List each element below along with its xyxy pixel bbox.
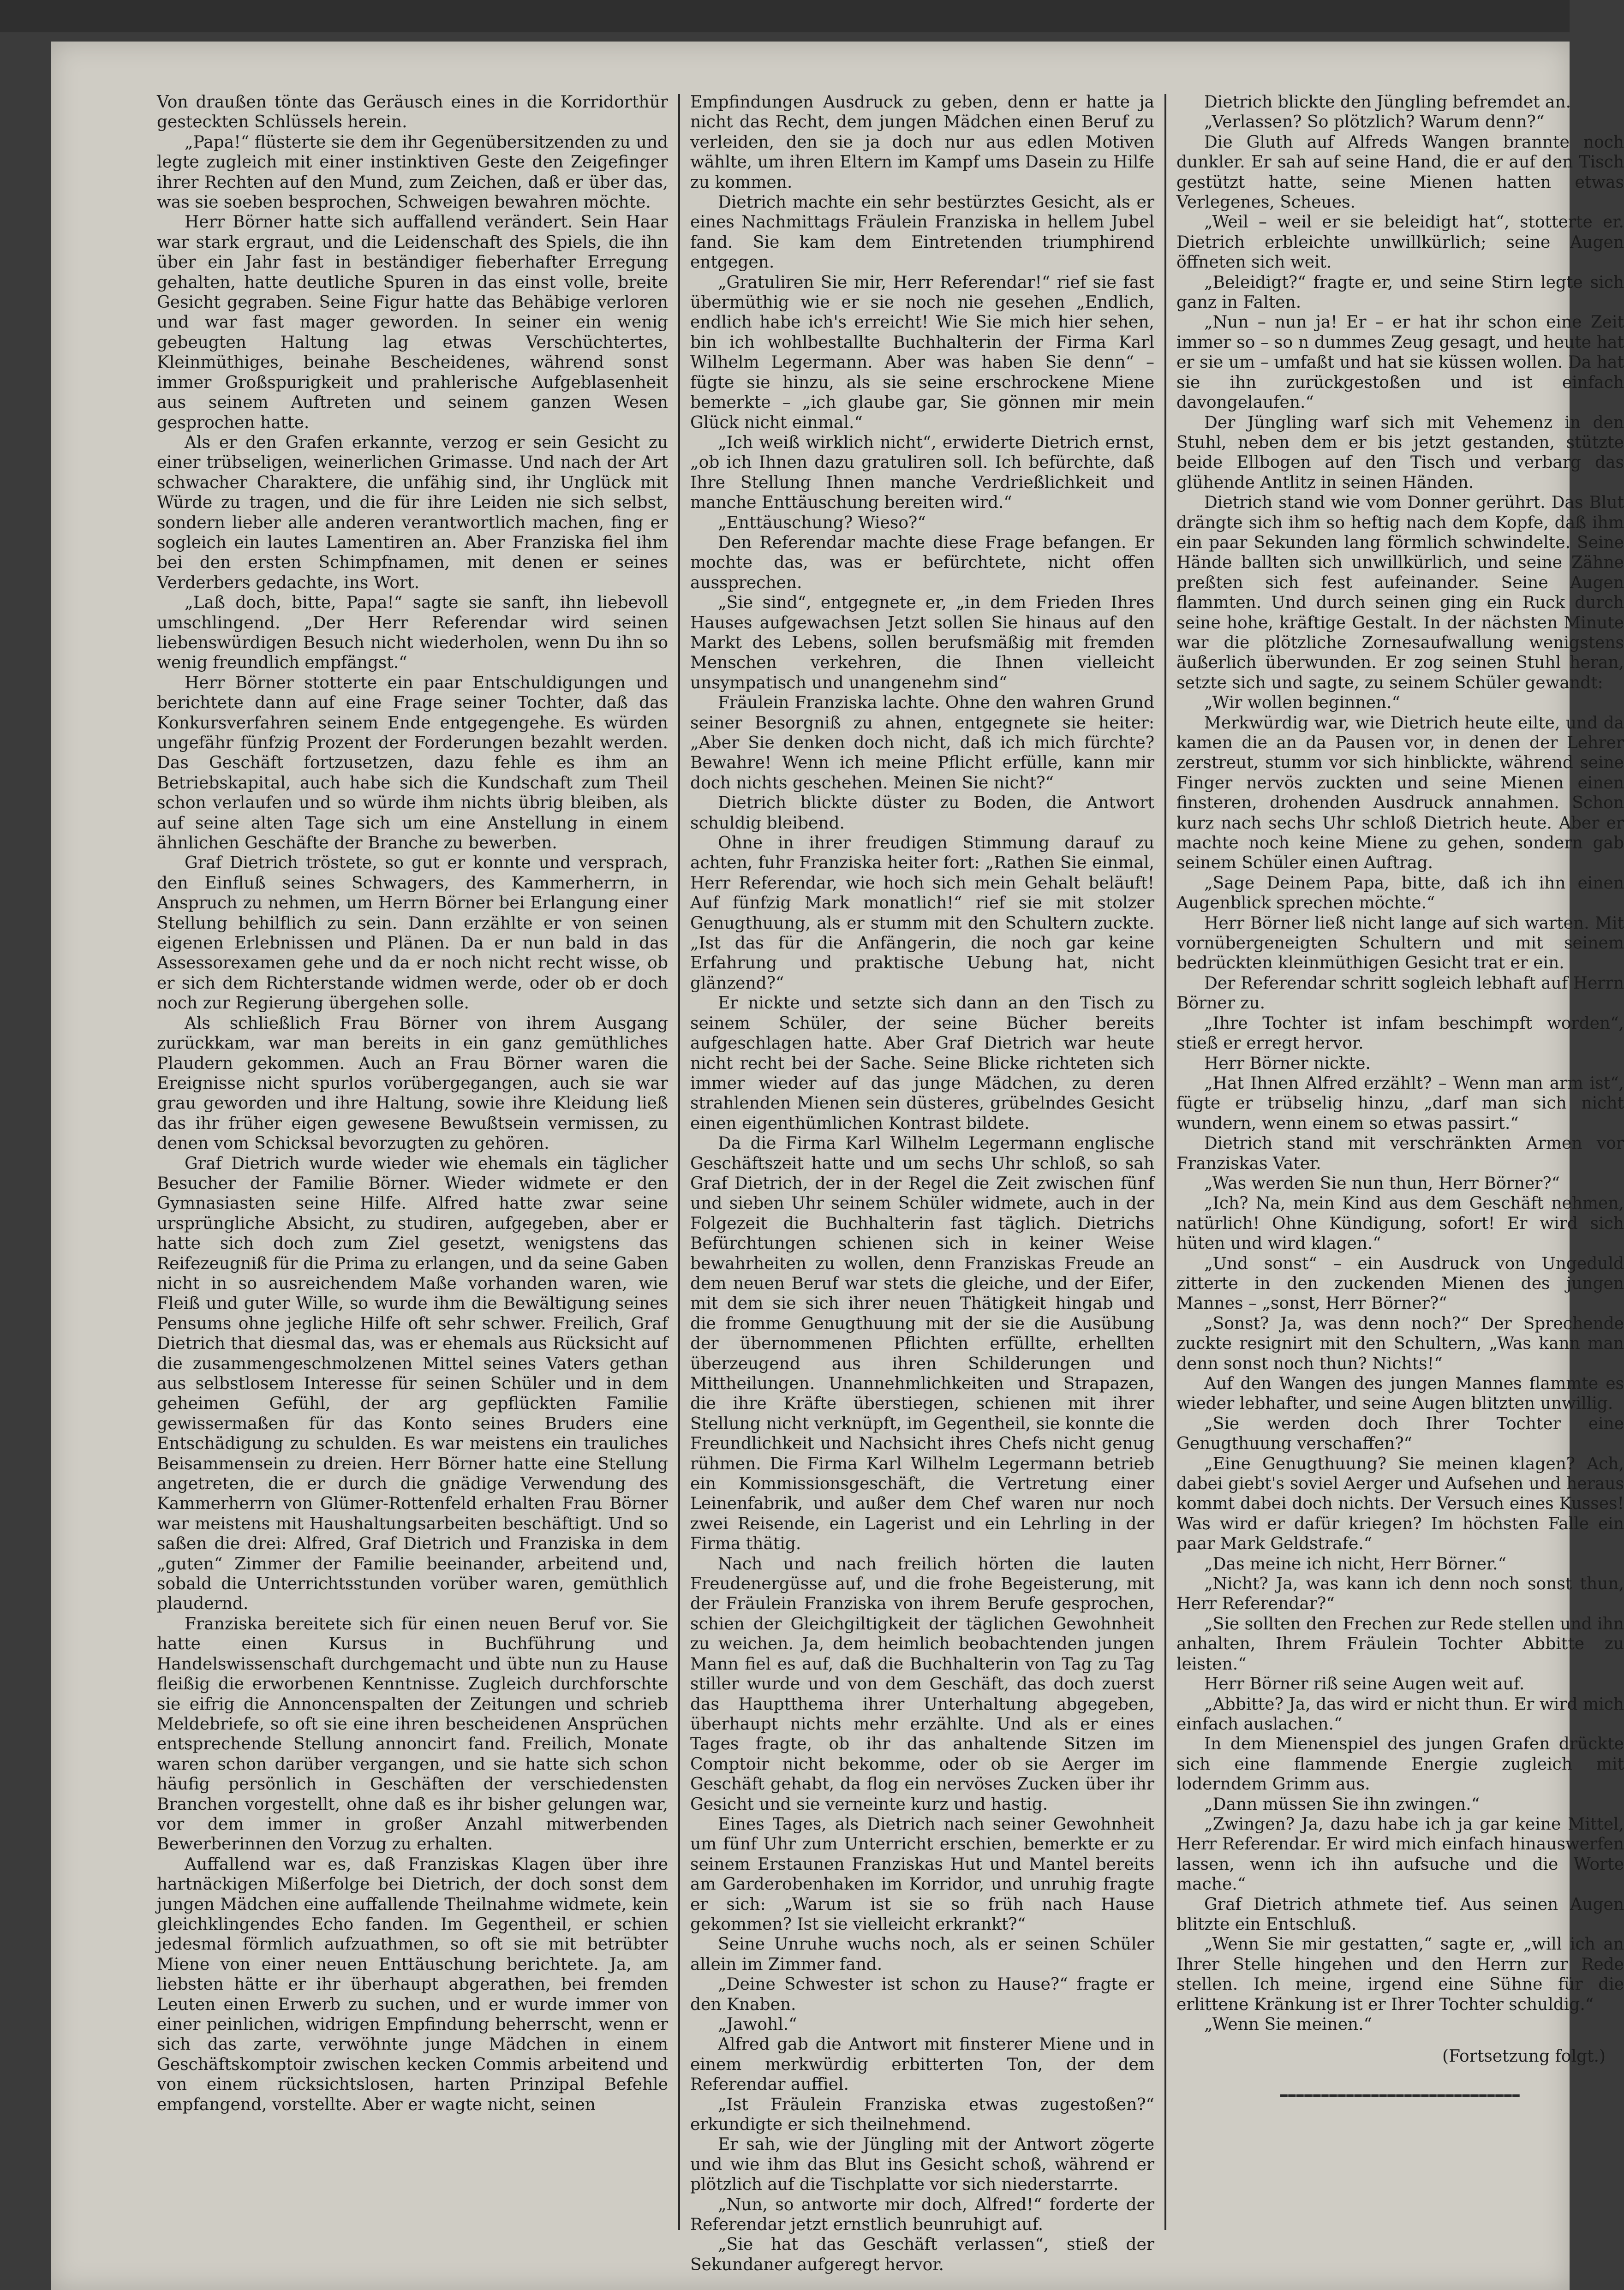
- paragraph: „Das meine ich nicht, Herr Börner.“: [1204, 1554, 1506, 1574]
- paragraph: Der Referendar schritt sogleich lebhaft auf Herrn Börner zu.: [1176, 973, 1624, 1013]
- paragraph: Auffallend war es, daß Franziskas Klagen über ihre hartnäckigen Mißerfolge bei Dietrich, der doch sonst dem jungen Mädchen eine auffallende Theilnahme widmete, kein gleichklingendes Echo fanden. Im Gegentheil, er schien jedesmal förmlich aufzuathmen, so oft sie mit betrübter Miene von einer neuen Enttäuschung berichtete. Ja, am liebsten hätte er ihr überhaupt abgerathen, bei fremden Leuten einen Erwerb zu suchen, und er wurde immer von einer peinlichen, widrigen Empfindung beherrscht, wenn er sich das zarte, verwöhnte junge Mädchen in einem Geschäftskomptoir zwischen kecken Commis arbeitend und von einem rücksichtslosen, harten Prinzipal Befehle empfangend, vorstellte. Aber er wagte nicht, seinen: [157, 1855, 668, 2114]
- paragraph: Herr Börner stotterte ein paar Entschuldigungen und berichtete dann auf eine Frage seiner Tochter, daß das Konkursverfahren seinem Ende entgegengehe. Es würden ungefähr fünfzig Prozent der Forderungen bezahlt werden. Das Geschäft fortzusetzen, dazu fehle es ihm an Betriebskapital, auch habe sich die Kundschaft zum Theil schon verlaufen und so würde ihm nichts übrig bleiben, als auf seine alten Tage sich um eine Anstellung in einem ähnlichen Geschäfte der Branche zu bewerben.: [157, 673, 668, 853]
- column-1: [157, 92, 678, 2242]
- paragraph: Der Jüngling warf sich mit Vehemenz in den Stuhl, neben dem er bis jetzt gestanden, stützte beide Ellbogen auf den Tisch und verbarg das glühende Antlitz in seinen Händen.: [1176, 413, 1624, 492]
- paragraph: Herr Börner nickte.: [1204, 1054, 1371, 1073]
- paragraph: Seine Unruhe wuchs noch, als er seinen Schüler allein im Zimmer fand.: [690, 1935, 1154, 1974]
- paragraph: Nach und nach freilich hörten die lauten Freudenergüsse auf, und die frohe Begeisterung, mit der Fräulein Franziska von ihrem Berufe gesprochen, schien der Gleichgiltigkeit der täglichen Gewohnheit zu weichen. Ja, dem heimlich beobachtenden jungen Mann fiel es auf, daß die Buchhalterin von Tag zu Tag stiller wurde und von dem Geschäft, das doch zuerst das Hauptthema ihrer Unterhaltung abgegeben, überhaupt nichts mehr erzählte. Und als er eines Tages fragte, ob ihr das anhaltende Sitzen im Comptoir nicht bekomme, oder ob sie Aerger im Geschäft gehabt, da flog ein nervöses Zucken über ihr Gesicht und sie verneinte kurz und hastig.: [690, 1554, 1154, 1814]
- paragraph: Herr Börner ließ nicht lange auf sich warten. Mit vornübergeneigten Schultern und mit seinem bedrückten kleinmüthigen Gesicht trat er ein.: [1176, 913, 1624, 973]
- continuation-note: (Fortsetzung folgt.): [1442, 2047, 1606, 2066]
- paragraph: „Verlassen? So plötzlich? Warum denn?“: [1204, 113, 1545, 132]
- paragraph: „Und sonst“ – ein Ausdruck von Ungeduld zitterte in den zuckenden Mienen des jungen Mannes – „sonst, Herr Börner?“: [1176, 1254, 1624, 1313]
- paragraph: „Papa!“ flüsterte sie dem ihr Gegenübersitzenden zu und legte zugleich mit einer instinktiven Geste den Zeigefinger ihrer Rechten auf den Mund, zum Zeichen, daß er über das, was sie soeben besprochen, Schweigen bewahren möchte.: [157, 132, 668, 212]
- paragraph: Als schließlich Frau Börner von ihrem Ausgang zurückkam, war man bereits in ein ganz gemüthliches Plaudern gekommen. Auch an Frau Börner waren die Ereignisse nicht spurlos vorübergegangen, auch sie war grau geworden und ihre Haltung, sowie ihre Kleidung ließ das ihr früher eigen gewesene Bewußtsein vermissen, zu denen vom Schicksal bevorzugten zu gehören.: [157, 1014, 668, 1153]
- paragraph: „Weil – weil er sie beleidigt hat“, stotterte er. Dietrich erbleichte unwillkürlich; seine Augen öffneten sich weit.: [1176, 213, 1624, 272]
- paragraph: „Sonst? Ja, was denn noch?“ Der Sprechende zuckte resignirt mit den Schultern, „Was kann man denn sonst noch thun? Nichts!“: [1176, 1314, 1624, 1373]
- paragraph: „Wir wollen beginnen.“: [1204, 693, 1400, 713]
- paragraph: Dietrich blickte den Jüngling befremdet an.: [1204, 93, 1571, 112]
- paragraph: „Sie sind“, entgegnete er, „in dem Frieden Ihres Hauses aufgewachsen Jetzt sollen Sie hinaus auf den Markt des Lebens, sollen berufsmäßig mit fremden Menschen verkehren, die Ihnen vielleicht unsympatisch und unangenehm sind“: [690, 593, 1154, 692]
- paragraph: Franziska bereitete sich für einen neuen Beruf vor. Sie hatte einen Kursus in Buchführung und Handelswissenschaft durchgemacht und übte nun zu Hause fleißig die erworbenen Kenntnisse. Zugleich durchforschte sie eifrig die Annoncenspalten der Zeitungen und schrieb Meldebriefe, so oft sie eine ihren bescheidenen Ansprüchen entsprechende Stellung annoncirt fand. Freilich, Monate waren schon darüber vergangen, und sie hatte sich schon häufig persönlich in Geschäften der verschiedensten Branchen vorgestellt, ohne daß es ihr bisher gelungen war, vor dem immer in großer Anzahl mitwerbenden Bewerberinnen den Vorzug zu erhalten.: [157, 1614, 668, 1854]
- paragraph: „Sie hat das Geschäft verlassen“, stieß der Sekundaner aufgeregt hervor.: [690, 2235, 1154, 2274]
- paragraph: Graf Dietrich wurde wieder wie ehemals ein täglicher Besucher der Familie Börner. Wieder widmete er den Gymnasiasten seine Hilfe. Alfred hatte zwar seine ursprüngliche Absicht, zu studiren, aufgegeben, aber er hatte sich doch zum Ziel gesetzt, wenigstens das Reifezeugniß für die Prima zu erlangen, und da seine Gaben nicht in so ausreichendem Maße vorhanden waren, wie Fleiß und guter Wille, so wurde ihm die Bewältigung seines Pensums ohne jegliche Hilfe oft sehr schwer. Freilich, Graf Dietrich that diesmal das, was er ehemals aus Rücksicht auf die zusammengeschmolzenen Mittel seines Vaters gethan aus selbstlosem Interesse für seinen Schüler und in dem geheimen Gefühl, der arg gepflückten Familie gewissermaßen für das Konto seines Bruders eine Entschädigung zu schulden. Es war meistens ein trauliches Beisammensein zu dreien. Herr Börner hatte eine Stellung angetreten, die er durch die gnädige Verwendung des Kammerherrn von Glümer-Rottenfeld erhalten Frau Börner war meistens mit Haushaltungsarbeiten beschäftigt. Und so saßen die drei: Alfred, Graf Dietrich und Franziska in dem „guten“ Zimmer der Familie beeinander, arbeitend und, sobald die Unterrichtsstunden vorüber waren, gemüthlich plaudernd.: [157, 1154, 668, 1614]
- paragraph: Merkwürdig war, wie Dietrich heute eilte, und da kamen die an da Pausen vor, in denen der Lehrer zerstreut, stumm vor sich hinblickte, während seine Finger nervös zuckten und seine Mienen einen finsteren, drohenden Ausdruck annahmen. Schon kurz nach sechs Uhr schloß Dietrich heute. Aber er machte noch keine Miene zu gehen, sondern gab seinem Schüler einen Auftrag.: [1176, 713, 1624, 873]
- paragraph: Die Gluth auf Alfreds Wangen brannte noch dunkler. Er sah auf seine Hand, die er auf den Tisch gestützt hatte, seine Mienen hatten etwas Verlegenes, Scheues.: [1176, 132, 1624, 212]
- paragraph: Dietrich machte ein sehr bestürztes Gesicht, als er eines Nachmittags Fräulein Franziska in hellem Jubel fand. Sie kam dem Eintretenden triumphirend entgegen.: [690, 193, 1154, 272]
- paragraph: Da die Firma Karl Wilhelm Legermann englische Geschäftszeit hatte und um sechs Uhr schloß, so sah Graf Dietrich, der in der Regel die Zeit zwischen fünf und sieben Uhr seinem Schüler widmete, auch in der Folgezeit die Buchhalterin fast täglich. Dietrichs Befürchtungen schienen sich in keiner Weise bewahrheiten zu wollen, denn Franziskas Freude an dem neuen Beruf war stets die gleiche, und der Eifer, mit dem sie sich ihrer neuen Thätigkeit hingab und die fromme Genugthuung mit der sie die Ausübung der übernommenen Pflichten erfüllte, erhellten überzeugend aus ihren Schilderungen und Mittheilungen. Unannehmlichkeiten und Strapazen, die ihre Kräfte überstiegen, schienen mit ihrer Stellung nicht verknüpft, im Gegentheil, sie konnte die Freundlichkeit und Nachsicht ihres Chefs nicht genug rühmen. Die Firma Karl Wilhelm Legermann betrieb ein Kommissionsgeschäft, die Vertretung einer Leinenfabrik, und außer dem Chef waren nur noch zwei Reisende, ein Lagerist und ein Lehrling in der Firma thätig.: [690, 1134, 1154, 1554]
- scan-background-edge: [0, 0, 1570, 32]
- paragraph: Dietrich stand wie vom Donner gerührt. Das Blut drängte sich ihm so heftig nach dem Kopfe, daß ihm ein paar Sekunden lang förmlich schwindelte. Seine Hände ballten sich unwillkürlich, und seine Zähne preßten sich fest aufeinander. Seine Augen flammten. Und durch seinen ging ein Ruck durch seine hohe, kräftige Gestalt. In der nächsten Minute war die plötzliche Zornesaufwallung wenigstens äußerlich überwunden. Er zog seinen Stuhl heran, setzte sich und sagte, zu seinem Schüler gewandt:: [1176, 493, 1624, 692]
- paragraph: Fräulein Franziska lachte. Ohne den wahren Grund seiner Besorgniß zu ahnen, entgegnete sie heiter: „Aber Sie denken doch nicht, daß ich mich fürchte? Bewahre! Wenn ich meine Pflicht erfülle, kann mir doch nichts geschehen. Meinen Sie nicht?“: [690, 693, 1154, 793]
- paragraph: Auf den Wangen des jungen Mannes flammte es wieder lebhafter, und seine Augen blitzten unwillig.: [1176, 1374, 1624, 1413]
- paragraph: „Beleidigt?“ fragte er, und seine Stirn legte sich ganz in Falten.: [1176, 273, 1624, 312]
- paragraph: „Ist Fräulein Franziska etwas zugestoßen?“ erkundigte er sich theilnehmend.: [690, 2095, 1154, 2135]
- paragraph: Graf Dietrich tröstete, so gut er konnte und versprach, den Einfluß seines Schwagers, des Kammerherrn, in Anspruch zu nehmen, um Herrn Börner bei Erlangung einer Stellung behilflich zu sein. Dann erzählte er von seinen eigenen Erlebnissen und Plänen. Da er nun bald in das Assessorexamen gehe und da er noch nicht recht wisse, ob er sich dem Richterstande widmen werde, oder ob er doch noch zur Regierung übergehen solle.: [157, 853, 668, 1013]
- paragraph: „Sie werden doch Ihrer Tochter eine Genugthuung verschaffen?“: [1176, 1414, 1624, 1454]
- paragraph: In dem Mienenspiel des jungen Grafen drückte sich eine flammende Energie zugleich mit loderndem Grimm aus.: [1176, 1735, 1624, 1794]
- paragraph: Eines Tages, als Dietrich nach seiner Gewohnheit um fünf Uhr zum Unterricht erschien, bemerkte er zu seinem Erstaunen Franziskas Hut und Mantel bereits am Garderobenhaken im Korridor, und unruhig fragte er sich: „Warum ist sie so früh nach Hause gekommen? Ist sie vielleicht erkrankt?“: [690, 1814, 1154, 1934]
- paragraph: Herr Börner hatte sich auffallend verändert. Sein Haar war stark ergraut, und die Leidenschaft des Spiels, die ihn über ein Jahr fast in beständiger fieberhafter Erregung gehalten, hatte deutliche Spuren in das einst volle, breite Gesicht gegraben. Seine Figur hatte das Behäbige verloren und war fast mager geworden. In seiner ein wenig gebeugten Haltung lag etwas Verschüchtertes, Kleinmüthiges, beinahe Bescheidenes, während sonst immer Großspurigkeit und prahlerische Aufgeblasenheit aus seinem Auftreten und seinem ganzen Wesen gesprochen hatte.: [157, 213, 668, 432]
- end-rule: [1280, 2094, 1520, 2097]
- newspaper-page: [51, 42, 1624, 2290]
- paragraph: „Ich? Na, mein Kind aus dem Geschäft nehmen, natürlich! Ohne Kündigung, sofort! Er wird sich hüten und wird klagen.“: [1176, 1194, 1624, 1253]
- paragraph: Von draußen tönte das Geräusch eines in die Korridorthür gesteckten Schlüssels herein.: [157, 93, 668, 132]
- paragraph: Graf Dietrich athmete tief. Aus seinen Augen blitzte ein Entschluß.: [1176, 1895, 1624, 1934]
- paragraph: „Laß doch, bitte, Papa!“ sagte sie sanft, ihn liebevoll umschlingend. „Der Herr Referendar wird seinen liebenswürdigen Besuch nicht wiederholen, wenn Du ihn so wenig freundlich empfängst.“: [157, 593, 668, 673]
- paragraph: Er nickte und setzte sich dann an den Tisch zu seinem Schüler, der seine Bücher bereits aufgeschlagen hatte. Aber Graf Dietrich war heute nicht recht bei der Sache. Seine Blicke richteten sich immer wieder auf das junge Mädchen, zu deren strahlenden Mienen sein düsteres, grübelndes Gesicht einen eigenthümlichen Kontrast bildete.: [690, 994, 1154, 1133]
- paragraph: „Sie sollten den Frechen zur Rede stellen und ihn anhalten, Ihrem Fräulein Tochter Abbitte zu leisten.“: [1176, 1614, 1624, 1674]
- paragraph: „Hat Ihnen Alfred erzählt? – Wenn man arm ist“, fügte er trübselig hinzu, „darf man sich nicht wundern, wenn einem so etwas passirt.“: [1176, 1073, 1624, 1133]
- paragraph: „Sage Deinem Papa, bitte, daß ich ihn einen Augenblick sprechen möchte.“: [1176, 873, 1624, 913]
- paragraph: „Was werden Sie nun thun, Herr Börner?“: [1204, 1174, 1560, 1193]
- paragraph: „Ihre Tochter ist infam beschimpft worden“, stieß er erregt hervor.: [1176, 1014, 1624, 1053]
- paragraph: Empfindungen Ausdruck zu geben, denn er hatte ja nicht das Recht, dem jungen Mädchen einen Beruf zu verleiden, den sie ja doch nur aus edlen Motiven wählte, um ihren Eltern im Kampf ums Dasein zu Hilfe zu kommen.: [690, 93, 1154, 192]
- paragraph: Er sah, wie der Jüngling mit der Antwort zögerte und wie ihm das Blut ins Gesicht schoß, während er plötzlich auf die Tischplatte vor sich niederstarrte.: [690, 2135, 1154, 2195]
- paragraph: „Nun – nun ja! Er – er hat ihr schon eine Zeit immer so – so n dummes Zeug gesagt, und heute hat er sie um – umfaßt und hat sie küssen wollen. Da hat sie ihn zurückgestoßen und ist einfach davongelaufen.“: [1176, 313, 1624, 412]
- paragraph: „Enttäuschung? Wieso?“: [718, 513, 926, 532]
- paragraph: „Gratuliren Sie mir, Herr Referendar!“ rief sie fast übermüthig wie er sie noch nie gesehen „Endlich, endlich habe ich's erreicht! Wie Sie mich hier sehen, bin ich wohlbestallte Buchhalterin der Firma Karl Wilhelm Legermann. Aber was haben Sie denn“ – fügte sie hinzu, als sie seine erschrockene Miene bemerkte – „ich glaube gar, Sie gönnen mir mein Glück nicht einmal.“: [690, 273, 1154, 432]
- paragraph: Dietrich stand mit verschränkten Armen vor Franziskas Vater.: [1176, 1134, 1624, 1173]
- paragraph: „Abbitte? Ja, das wird er nicht thun. Er wird mich einfach auslachen.“: [1176, 1694, 1624, 1734]
- paragraph: „Nun, so antworte mir doch, Alfred!“ forderte der Referendar jetzt ernstlich beunruhigt auf.: [690, 2195, 1154, 2235]
- paragraph: Dietrich blickte düster zu Boden, die Antwort schuldig bleibend.: [690, 793, 1154, 833]
- paragraph: „Ich weiß wirklich nicht“, erwiderte Dietrich ernst, „ob ich Ihnen dazu gratuliren soll. Ich befürchte, daß Ihre Stellung Ihnen manche Verdrießlichkeit und manche Enttäuschung bereiten wird.“: [690, 433, 1154, 513]
- paragraph: „Eine Genugthuung? Sie meinen klagen? Ach, dabei giebt's soviel Aerger und Aufsehen und heraus kommt dabei doch nichts. Der Versuch eines Kusses! Was wird er dafür kriegen? Im höchsten Falle ein paar Mark Geldstrafe.“: [1176, 1454, 1624, 1554]
- paragraph: Alfred gab die Antwort mit finsterer Miene und in einem merkwürdig erbitterten Ton, der dem Referendar auffiel.: [690, 2035, 1154, 2094]
- paragraph: „Wenn Sie meinen.“: [1204, 2015, 1372, 2034]
- paragraph: Ohne in ihrer freudigen Stimmung darauf zu achten, fuhr Franziska heiter fort: „Rathen Sie einmal, Herr Referendar, wie hoch sich mein Gehalt beläuft! Auf fünfzig Mark monatlich!“ rief sie mit stolzer Genugthuung, als er stumm mit den Schultern zuckte. „Ist das für die Anfängerin, die noch gar keine Erfahrung und praktische Uebung hat, nicht glänzend?“: [690, 834, 1154, 993]
- text-columns: [157, 92, 1624, 2274]
- paragraph: „Zwingen? Ja, dazu habe ich ja gar keine Mittel, Herr Referendar. Er wird mich einfach hinauswerfen lassen, wenn ich ihn aufsuche und die Worte mache.“: [1176, 1814, 1624, 1894]
- paragraph: „Jawohl.“: [718, 2015, 797, 2034]
- column-2: [680, 92, 1164, 2274]
- paragraph: Als er den Grafen erkannte, verzog er sein Gesicht zu einer trübseligen, weinerlichen Grimasse. Und nach der Art schwacher Charaktere, die unfähig sind, ihr Unglück mit Würde zu tragen, und die für ihre Leiden nie sich selbst, sondern lieber alle anderen verantwortlich machen, fing er sogleich ein lautes Lamentiren an. Aber Franziska fiel ihm bei den ersten Schimpfnamen, mit denen er seines Verderbers gedachte, ins Wort.: [157, 433, 668, 592]
- paragraph: Herr Börner riß seine Augen weit auf.: [1204, 1675, 1525, 1694]
- paragraph: Den Referendar machte diese Frage befangen. Er mochte das, was er befürchtete, nicht offen aussprechen.: [690, 533, 1154, 592]
- column-3: [1166, 92, 1624, 2242]
- paragraph: „Wenn Sie mir gestatten,“ sagte er, „will ich an Ihrer Stelle hingehen und den Herrn zur Rede stellen. Ich meine, irgend eine Sühne für die erlittene Kränkung ist er Ihrer Tochter schuldig.“: [1176, 1935, 1624, 2014]
- paragraph: „Dann müssen Sie ihn zwingen.“: [1204, 1795, 1480, 1814]
- paragraph: „Nicht? Ja, was kann ich denn noch sonst thun, Herr Referendar?“: [1176, 1574, 1624, 1614]
- paragraph: „Deine Schwester ist schon zu Hause?“ fragte er den Knaben.: [690, 1975, 1154, 2014]
